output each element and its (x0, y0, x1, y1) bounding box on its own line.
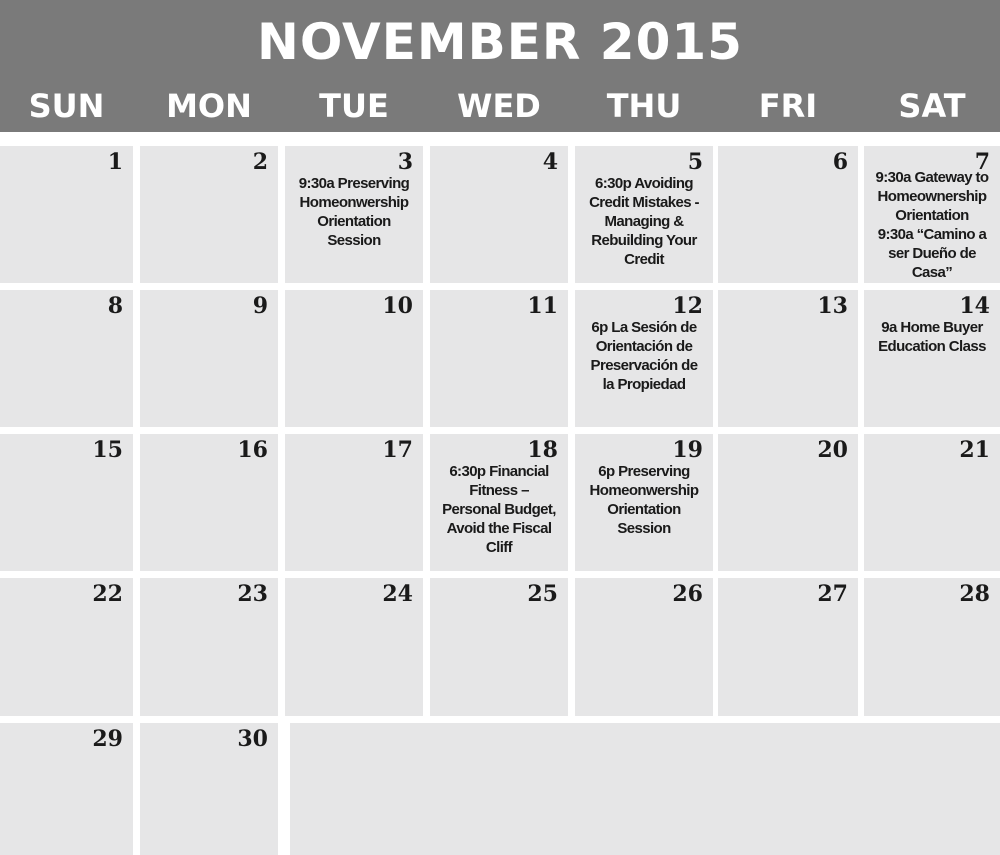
day-number: 23 (237, 581, 268, 607)
day-cell (140, 434, 278, 571)
weekday-tue: TUE (319, 87, 389, 125)
day-number: 22 (92, 581, 123, 607)
weekday-fri: FRI (758, 87, 818, 125)
day-number: 24 (382, 581, 413, 607)
day-cell (718, 146, 858, 283)
day-number: 27 (817, 581, 848, 607)
day-cell (285, 146, 423, 283)
day-cell (864, 578, 1000, 716)
day-cell (285, 434, 423, 571)
event-text: 9:30a Preserving Homeonwership Orientation Session (298, 175, 410, 249)
event-text: 6:30p Financial Fitness – Personal Budget, Avoid the Fiscal Cliff (442, 463, 556, 556)
day-number: 2 (252, 149, 268, 175)
day-number: 29 (92, 726, 123, 752)
day-number: 28 (959, 581, 990, 607)
weekday-mon: MON (166, 87, 252, 125)
day-cell (718, 578, 858, 716)
day-cell (140, 578, 278, 716)
weekday-sun: SUN (28, 87, 105, 125)
day-cell (430, 434, 568, 571)
day-number: 8 (107, 293, 123, 319)
day-number: 1 (107, 149, 123, 175)
day-number: 4 (542, 149, 558, 175)
day-number: 7 (974, 149, 990, 175)
day-cell (140, 723, 278, 855)
weekday-wed: WED (457, 87, 541, 125)
calendar-title: NOVEMBER 2015 (257, 13, 743, 71)
day-cell (864, 290, 1000, 427)
day-cell (140, 146, 278, 283)
day-cell (430, 578, 568, 716)
empty-cell-block (290, 723, 1000, 855)
day-number: 20 (817, 437, 848, 463)
day-cell (430, 290, 568, 427)
day-cell (575, 290, 713, 427)
day-number: 5 (687, 149, 703, 175)
weekday-thu: THU (606, 87, 682, 125)
day-cell (864, 146, 1000, 283)
day-number: 26 (672, 581, 703, 607)
day-number: 19 (672, 437, 703, 463)
event-text: 9:30a Gateway to Homeownership Orientation 9:30a “Camino a ser Dueño de Casa” (875, 169, 989, 281)
day-cell (0, 434, 133, 571)
day-cell (0, 578, 133, 716)
day-number: 15 (92, 437, 123, 463)
event-text: 9a Home Buyer Education Class (878, 319, 986, 355)
day-number: 14 (959, 293, 990, 319)
day-cell (864, 434, 1000, 571)
calendar-header (0, 0, 1000, 132)
day-cell (285, 290, 423, 427)
day-cell (718, 290, 858, 427)
event-text: 6:30p Avoiding Credit Mistakes - Managing & Rebuilding Your Credit (589, 175, 699, 268)
day-cell (575, 434, 713, 571)
event-text: 6p Preserving Homeonwership Orientation Session (589, 463, 699, 537)
event-text: 6p La Sesión de Orientación de Preservación de la Propiedad (590, 319, 698, 393)
day-number: 12 (672, 293, 703, 319)
day-number: 30 (237, 726, 268, 752)
day-cell (140, 290, 278, 427)
weekday-sat: SAT (898, 87, 966, 125)
day-cell (575, 578, 713, 716)
day-number: 9 (252, 293, 268, 319)
day-number: 13 (817, 293, 848, 319)
day-cell (285, 578, 423, 716)
day-number: 25 (527, 581, 558, 607)
day-cell (575, 146, 713, 283)
day-cell (430, 146, 568, 283)
day-number: 21 (959, 437, 990, 463)
day-number: 10 (382, 293, 413, 319)
day-number: 17 (382, 437, 413, 463)
day-number: 18 (527, 437, 558, 463)
day-cell (0, 723, 133, 855)
day-number: 3 (397, 149, 413, 175)
day-number: 6 (832, 149, 848, 175)
day-number: 16 (237, 437, 268, 463)
day-cell (718, 434, 858, 571)
day-number: 11 (527, 293, 558, 319)
day-cell (0, 290, 133, 427)
day-cell (0, 146, 133, 283)
